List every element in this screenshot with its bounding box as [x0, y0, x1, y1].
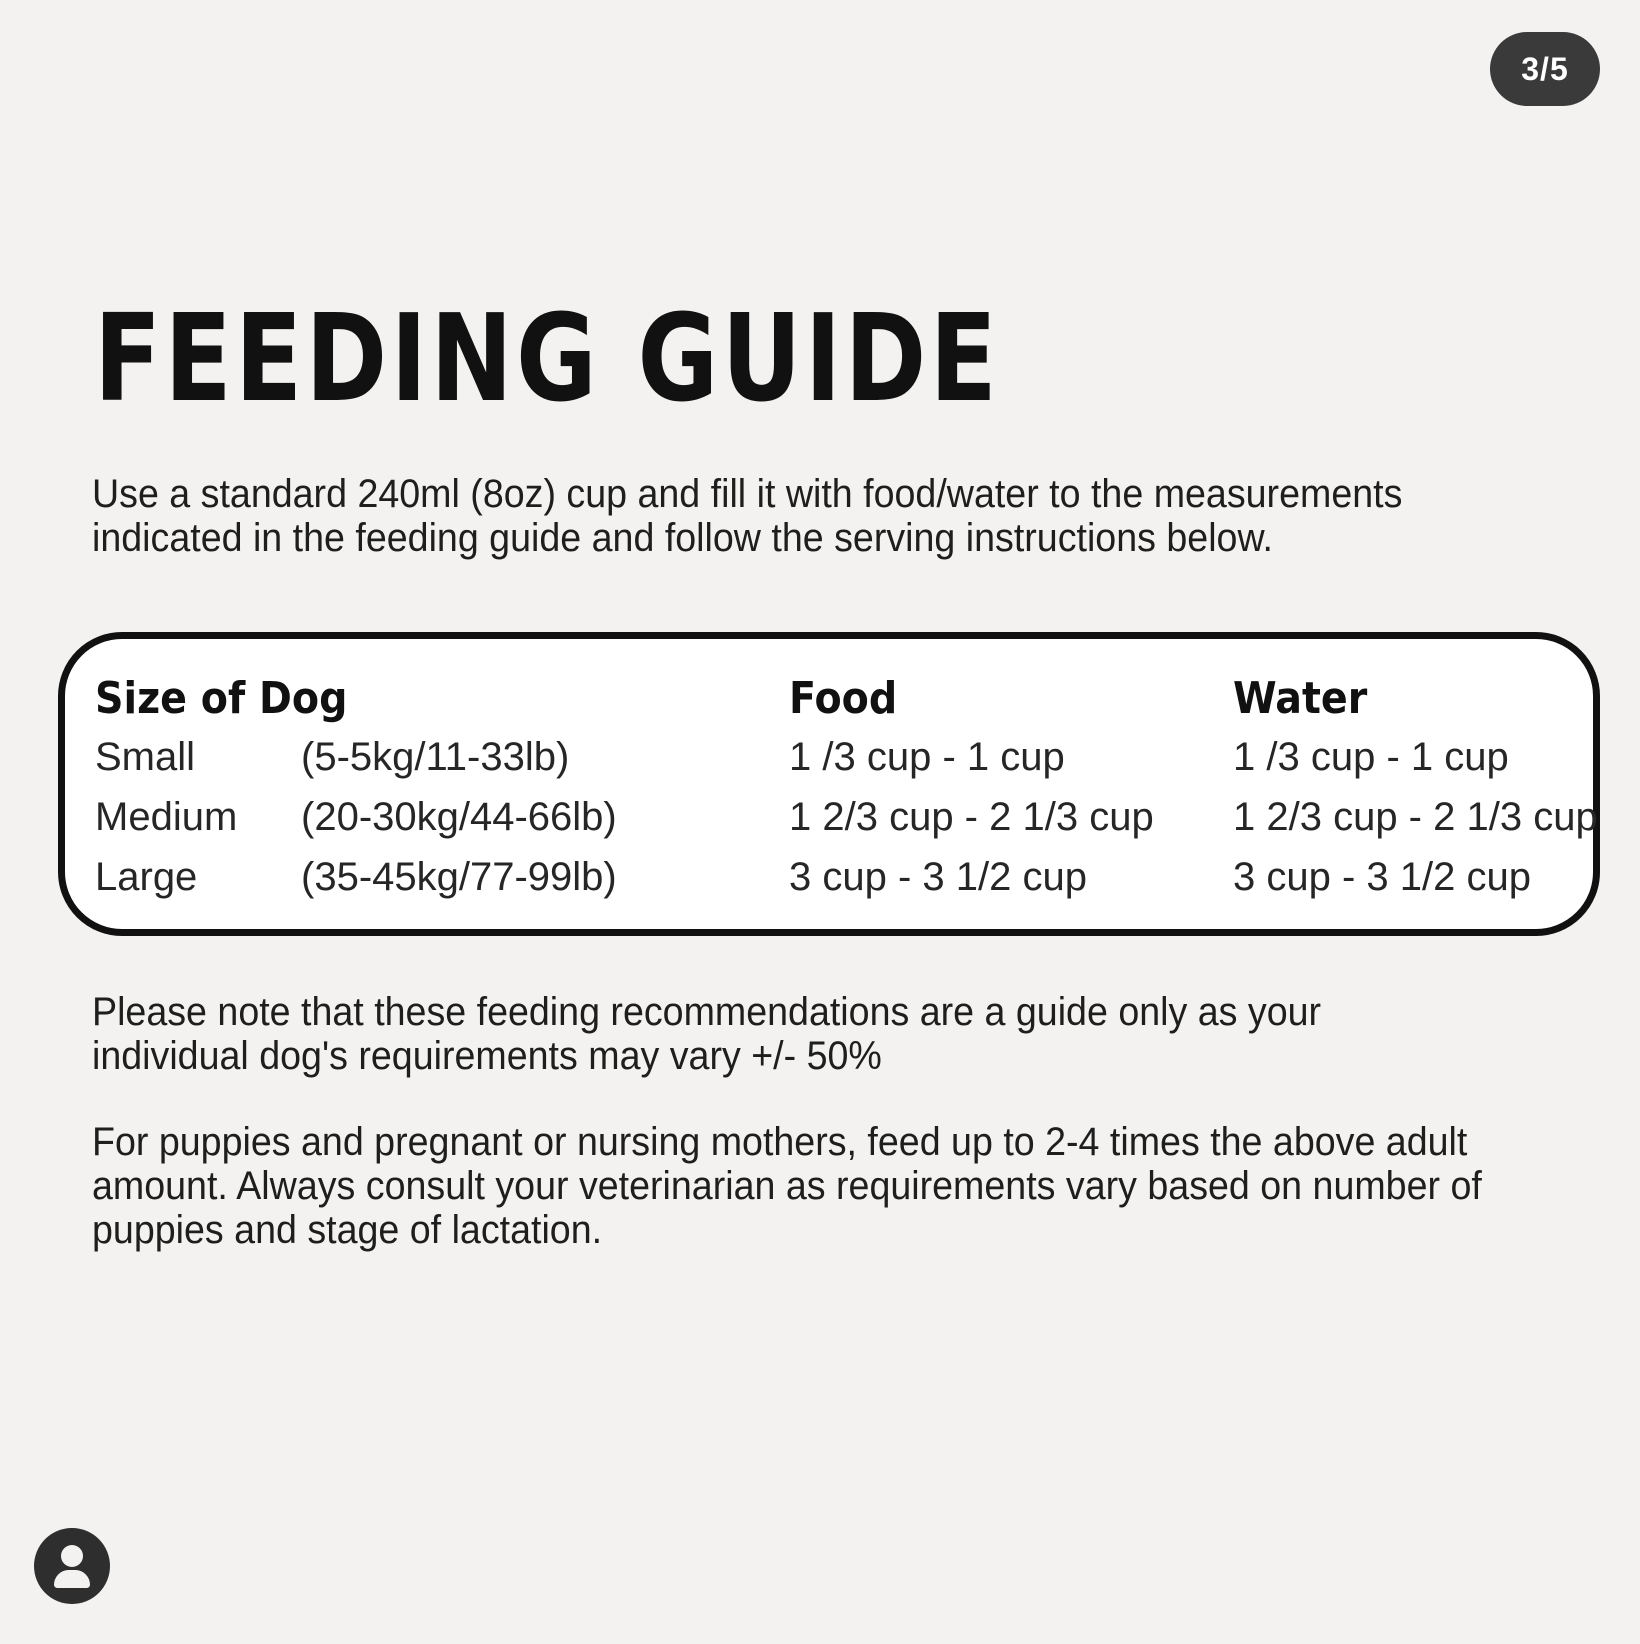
row-large-size: Large: [95, 855, 198, 899]
note-text: Please note that these feeding recommendations are a guide only as your individual dog's requirements may vary +/- 50%: [92, 990, 1322, 1078]
user-avatar-icon[interactable]: [34, 1528, 110, 1604]
page-title: FEEDING GUIDE: [94, 290, 1001, 429]
row-medium-water: 1 2/3 cup - 2 1/3 cup: [1233, 795, 1598, 839]
header-water: Water: [1233, 673, 1368, 724]
row-large-food: 3 cup - 3 1/2 cup: [789, 855, 1087, 899]
feeding-table: [58, 632, 1600, 936]
row-medium-range: (20-30kg/44-66lb): [301, 795, 617, 839]
header-food: Food: [789, 673, 898, 724]
puppies-note-text: For puppies and pregnant or nursing mothers, feed up to 2-4 times the above adult amount. Always consult your veterinarian as requirements vary based on number of puppies and stage of lactation.: [92, 1120, 1482, 1252]
row-large-range: (35-45kg/77-99lb): [301, 855, 617, 899]
row-medium-food: 1 2/3 cup - 2 1/3 cup: [789, 795, 1154, 839]
header-size-of-dog: Size of Dog: [95, 673, 348, 724]
row-medium-size: Medium: [95, 795, 238, 839]
row-small-food: 1 /3 cup - 1 cup: [789, 735, 1065, 779]
row-small-size: Small: [95, 735, 196, 779]
avatar-shoulders-shape: [54, 1570, 90, 1588]
row-large-water: 3 cup - 3 1/2 cup: [1233, 855, 1531, 899]
row-small-water: 1 /3 cup - 1 cup: [1233, 735, 1509, 779]
image-counter: 3/5: [1490, 32, 1600, 106]
intro-text: Use a standard 240ml (8oz) cup and fill it with food/water to the measurements indicated in the feeding guide and follow the serving instructions below.: [92, 472, 1403, 560]
row-small-range: (5-5kg/11-33lb): [301, 735, 570, 779]
avatar-head-shape: [61, 1545, 83, 1567]
